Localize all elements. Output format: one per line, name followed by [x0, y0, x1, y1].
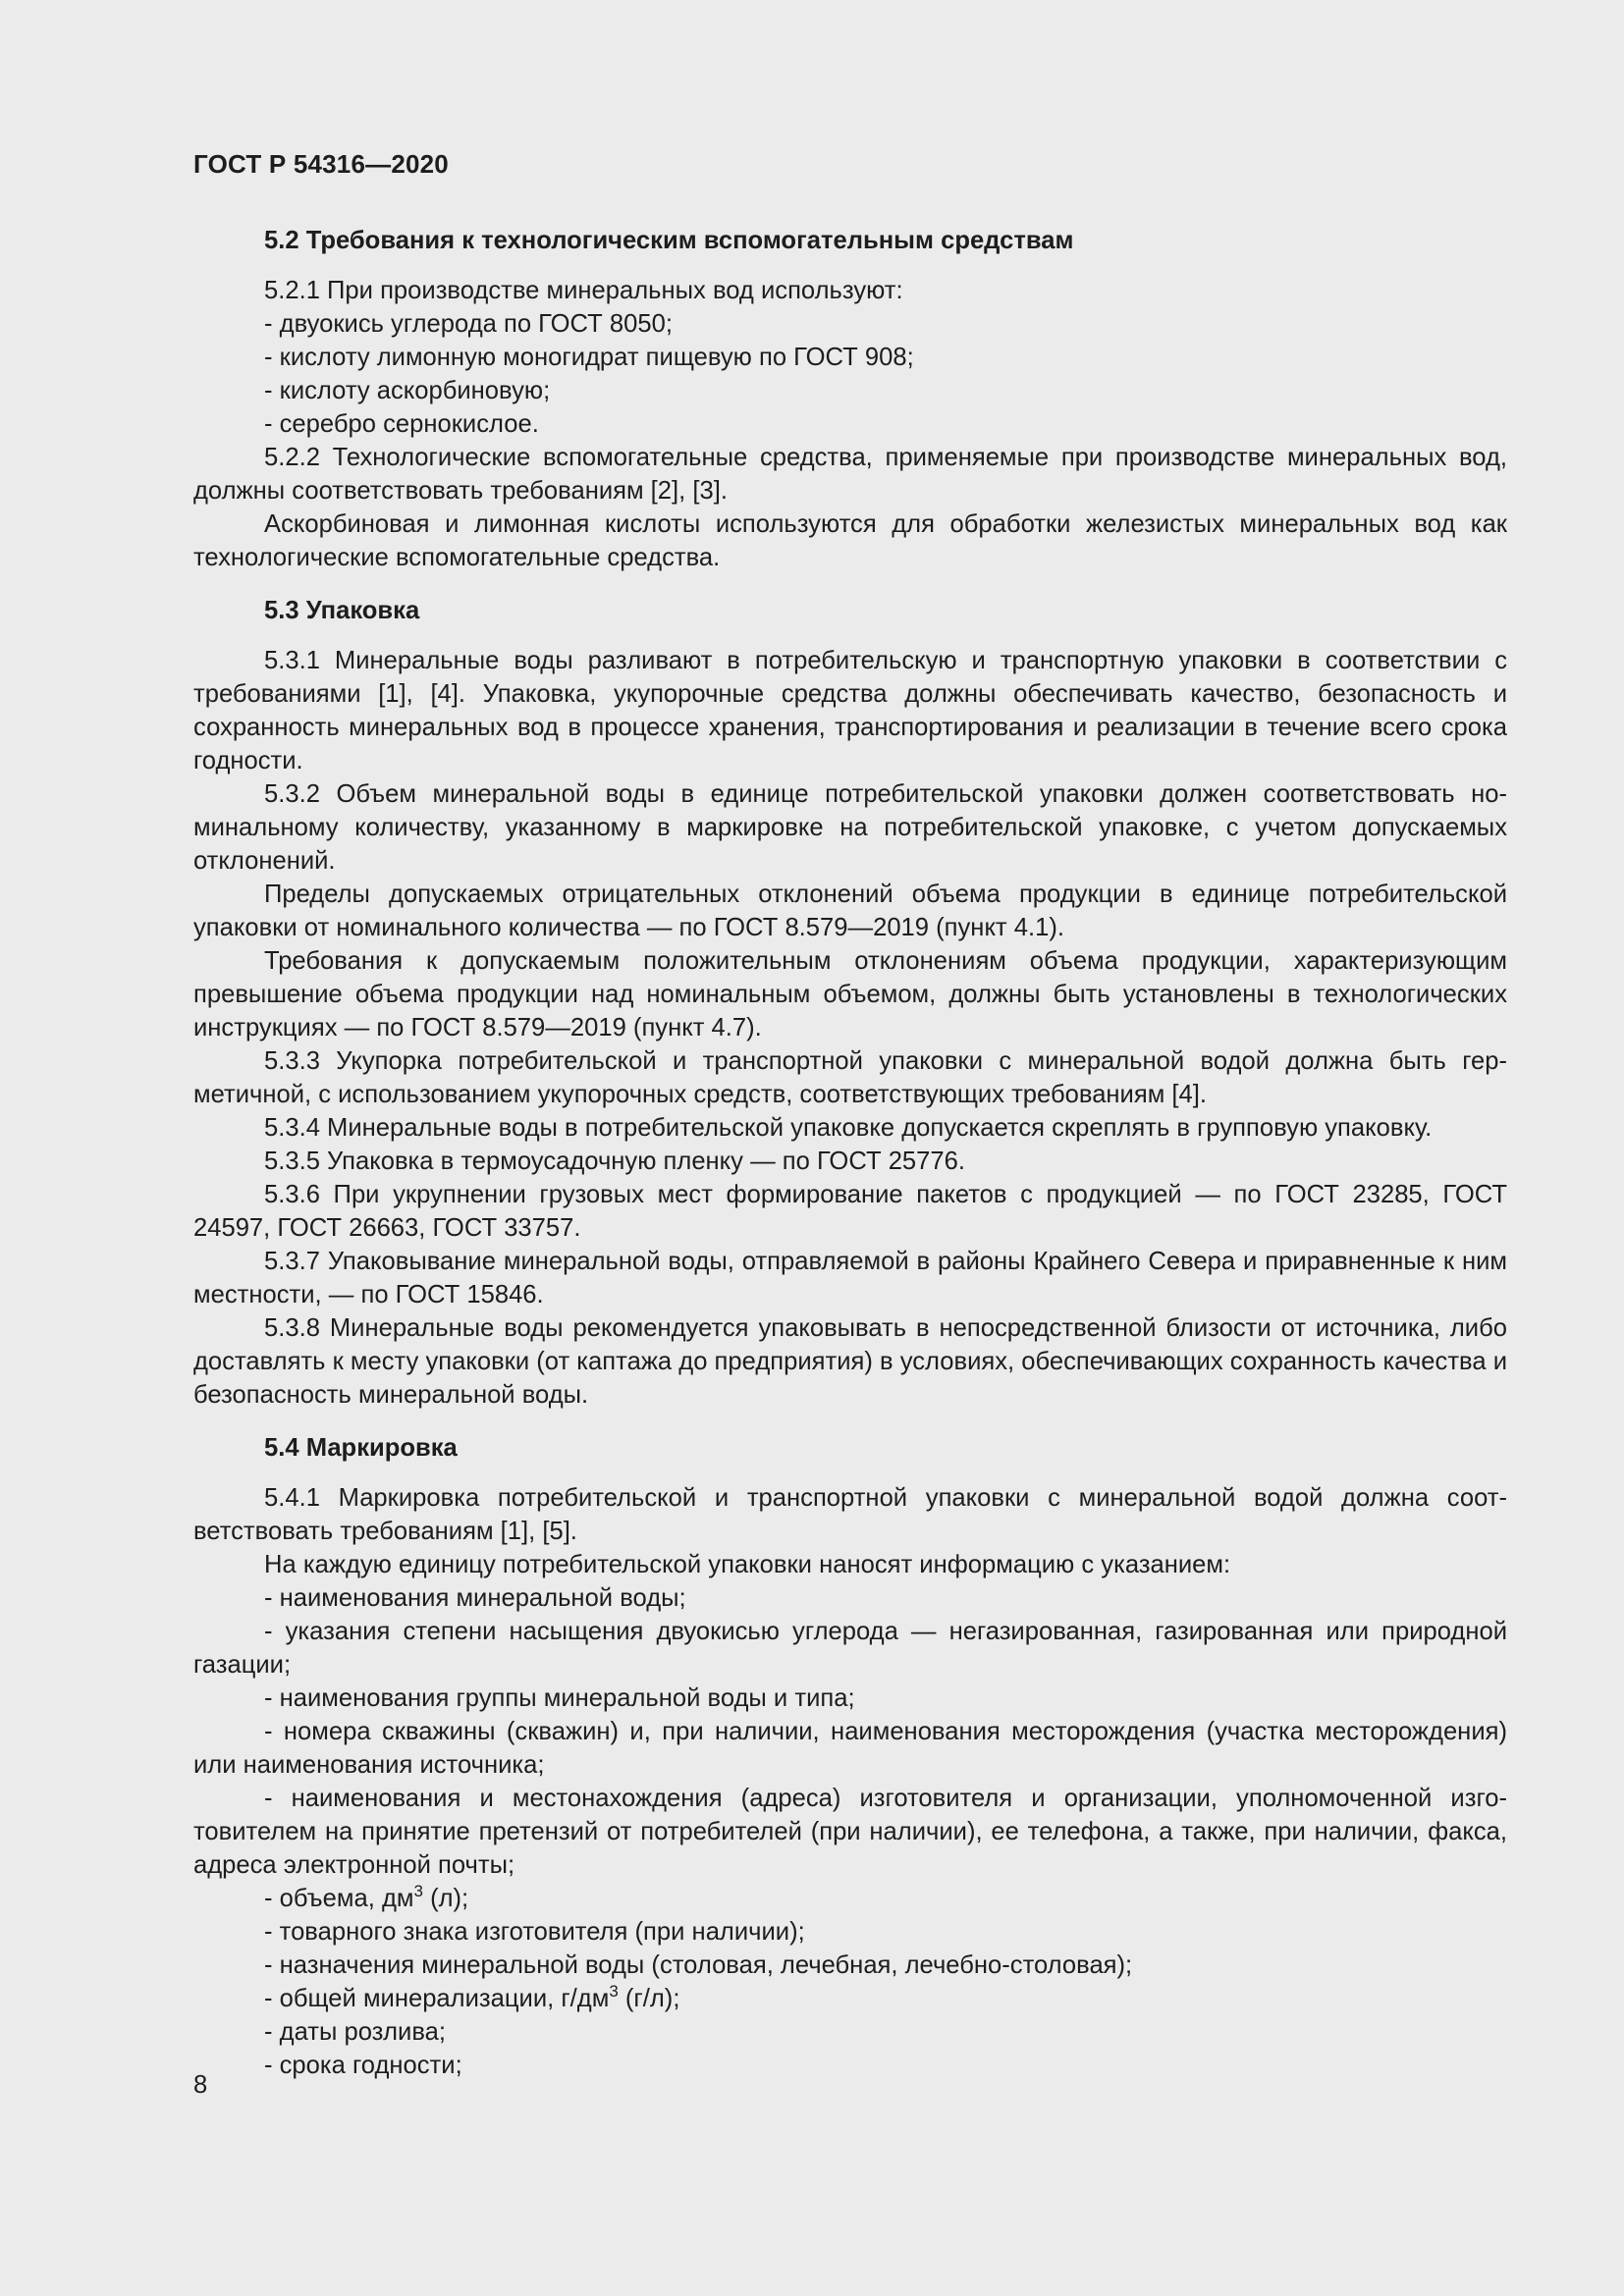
list-item: - товарного знака изготовителя (при наличии);: [264, 1918, 805, 1946]
paragraph-5-3-8: 5.3.8 Минеральные воды рекомендуется упаковывать в непосредственной близости от источника, либо доставлять к месту упаковки (от каптажа до предприятия) в условиях, обеспечивающих сохранность качества и безопасность минеральной воды.: [193, 1314, 1507, 1409]
page-number: 8: [193, 2071, 208, 2099]
list-item: - серебро сернокислое.: [264, 410, 539, 438]
section-5-3-heading: 5.3 Упаковка: [264, 597, 420, 624]
paragraph: Аскорбиновая и лимонная кислоты используются для обработки железистых минеральных вод как технологические вспомогательные средства.: [193, 510, 1507, 571]
superscript: 3: [609, 1981, 619, 2001]
paragraph-5-3-6: 5.3.6 При укрупнении грузовых мест формирование пакетов с продукцией — по ГОСТ 23285, ГОСТ 24597, ГОСТ 26663, ГОСТ 33757.: [193, 1181, 1507, 1242]
document-header: ГОСТ Р 54316—2020: [193, 149, 449, 179]
paragraph: Требования к допускаемым положительным отклонениям объема продукции, характеризующим превышение объема продукции над номинальным объемом, должны быть установлены в технологических инструкциях — по ГОСТ 8.579—2019 (пункт 4.7).: [193, 947, 1507, 1041]
list-item: [193, 1882, 1507, 1915]
document-body: [193, 224, 1507, 2082]
paragraph-5-3-5: 5.3.5 Упаковка в термоусадочную пленку — по ГОСТ 25776.: [264, 1148, 965, 1175]
list-item: [193, 1982, 1507, 2015]
list-item: - назначения минеральной воды (столовая, лечебная, лечебно-столовая);: [264, 1951, 1133, 1979]
list-item: - даты розлива;: [264, 2018, 446, 2046]
list-item: - кислоту аскорбиновую;: [264, 377, 551, 404]
list-item-text: (г/л);: [618, 1985, 680, 2012]
list-item-text: (л);: [422, 1885, 469, 1912]
list-item: - наименования и местонахождения (адреса) изготовителя и организации, уполномоченной изготовителем на принятие претензий от потребителей (при наличии), ее телефона, а также, при наличии, факса, адреса электронной почты;: [193, 1785, 1507, 1879]
list-item-text: - общей минерализации, г/дм: [264, 1985, 610, 2012]
paragraph-5-4-1: 5.4.1 Маркировка потребительской и транспортной упаковки с минеральной водой должна соответствовать требованиям [1], [5].: [193, 1484, 1507, 1545]
list-item: - наименования группы минеральной воды и типа;: [264, 1684, 855, 1712]
paragraph-5-3-1: 5.3.1 Минеральные воды разливают в потребительскую и транспортную упаковки в соответствии с требованиями [1], [4]. Упаковка, укупорочные средства должны обеспечивать качество, безопасность и сохранность минеральных вод в процессе хранения, транспортирования и реализации в течение всего срока годности.: [193, 647, 1507, 774]
paragraph-5-2-2: 5.2.2 Технологические вспомогательные средства, применяемые при производстве минеральных вод, должны соответствовать требованиям [2], [3].: [193, 444, 1507, 505]
list-item: - наименования минеральной воды;: [264, 1584, 686, 1612]
list-item: - кислоту лимонную моногидрат пищевую по ГОСТ 908;: [264, 344, 914, 371]
list-item: - номера скважины (скважин) и, при наличии, наименования месторождения (участка месторождения) или наименования источника;: [193, 1718, 1507, 1779]
paragraph-5-2-1: 5.2.1 При производстве минеральных вод используют:: [264, 277, 903, 304]
list-item: - двуокись углерода по ГОСТ 8050;: [264, 310, 673, 338]
list-item: - указания степени насыщения двуокисью углерода — негазированная, газированная или природной газации;: [193, 1618, 1507, 1679]
list-item: - срока годности;: [264, 2052, 462, 2079]
section-5-2-heading: 5.2 Требования к технологическим вспомогательным средствам: [264, 227, 1074, 254]
paragraph-5-3-3: 5.3.3 Укупорка потребительской и транспортной упаковки с минеральной водой должна быть герметичной, с использованием укупорочных средств, соответствующих требованиям [4].: [193, 1047, 1507, 1108]
paragraph-5-3-7: 5.3.7 Упаковывание минеральной воды, отправляемой в районы Крайнего Севера и приравненные к ним местности, — по ГОСТ 15846.: [193, 1248, 1507, 1308]
section-5-4-heading: 5.4 Маркировка: [264, 1434, 458, 1462]
paragraph-5-3-2: 5.3.2 Объем минеральной воды в единице потребительской упаковки должен соответствовать номинальному количеству, указанному в маркировке на потребительской упаковке, с учетом допускаемых отклонений.: [193, 780, 1507, 875]
superscript: 3: [413, 1881, 423, 1900]
paragraph: На каждую единицу потребительской упаковки наносят информацию с указанием:: [264, 1551, 1231, 1578]
paragraph-5-3-4: 5.3.4 Минеральные воды в потребительской упаковке допускается скреплять в групповую упаковку.: [264, 1114, 1433, 1142]
list-item-text: - объема, дм: [264, 1885, 414, 1912]
paragraph: Пределы допускаемых отрицательных отклонений объема продукции в единице потребительской упаковки от номинального количества — по ГОСТ 8.579—2019 (пункт 4.1).: [193, 881, 1507, 941]
